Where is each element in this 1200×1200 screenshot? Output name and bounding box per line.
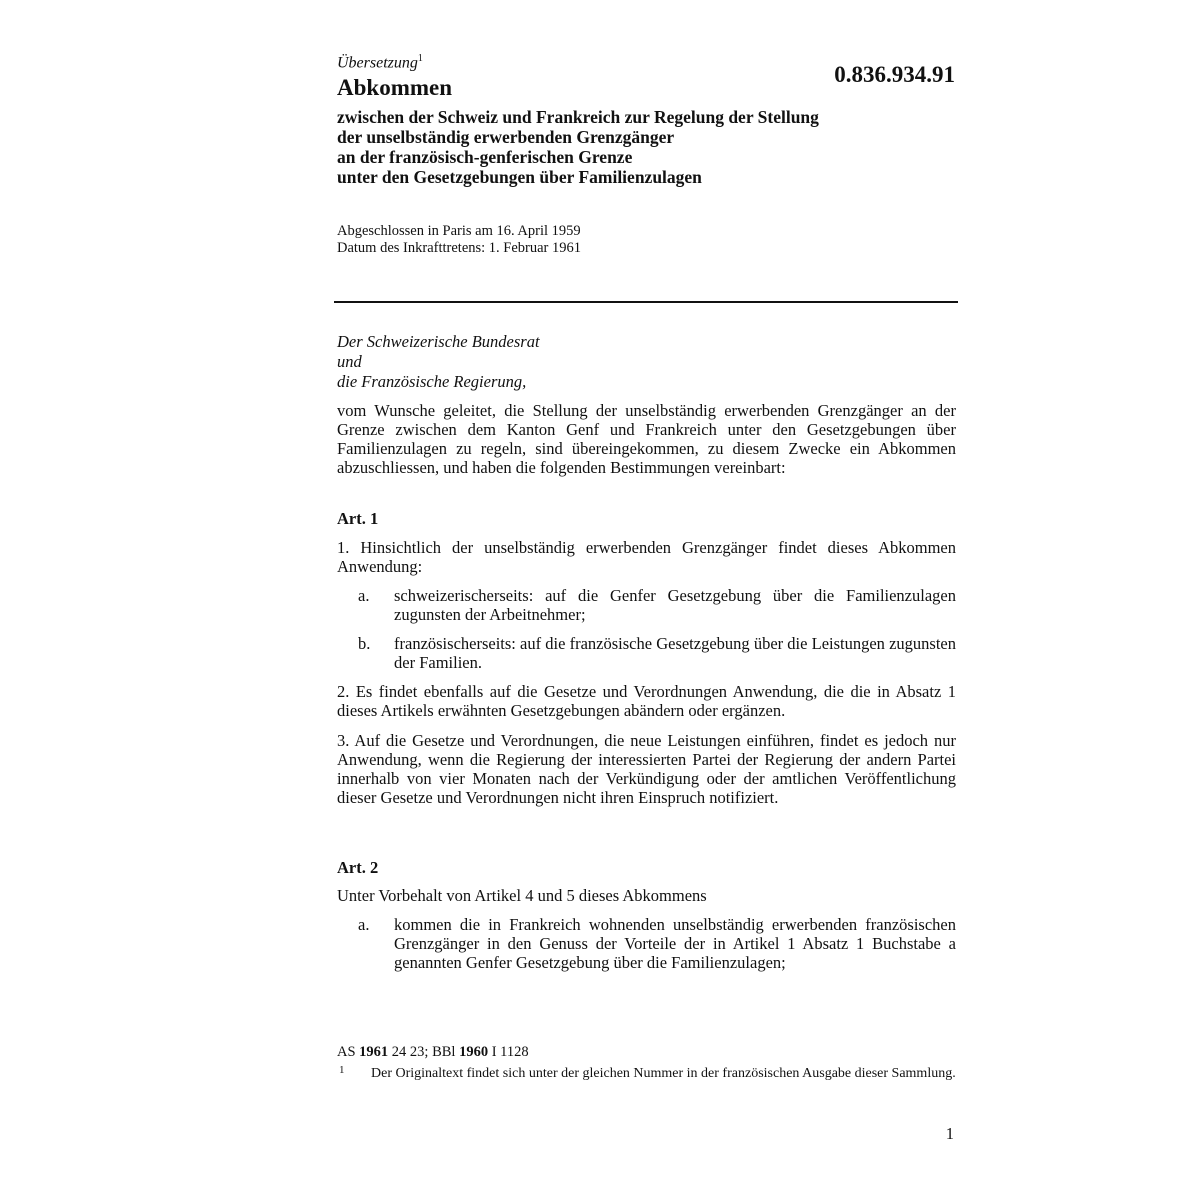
preamble-text: vom Wunsche geleitet, die Stellung der unselbständig erwerbenden Grenzgänger an der Grenze zwischen dem Kanton Genf und Frankreich unter den Gesetzgebungen über Familienzulagen zu regeln, sind übereingekommen, zu diesem Zwecke ein Abkommen abzuschliessen, und haben die folgenden Bestimmungen vereinbart: [337, 401, 956, 477]
article-1-paragraph-2: 2. Es findet ebenfalls auf die Gesetze und Verordnungen Anwendung, die die in Absatz 1 dieses Artikels erwähnten Gesetzgebungen abändern oder ergänzen. [337, 682, 956, 720]
article-2-item-a-label: a. [358, 915, 370, 934]
translation-label [337, 53, 423, 72]
sr-number: 0.836.934.91 [834, 62, 955, 87]
bbl-year: 1960 [459, 1044, 489, 1060]
article-2-intro: Unter Vorbehalt von Artikel 4 und 5 dieses Abkommens [337, 886, 707, 905]
header-divider [334, 301, 958, 303]
article-1-item-a-text: schweizerischerseits: auf die Genfer Gesetzgebung über die Familienzulagen zugunsten der Arbeitnehmer; [394, 586, 956, 624]
article-2-heading: Art. 2 [337, 858, 379, 877]
article-1-item-b-label: b. [358, 634, 371, 653]
document-subtitle [337, 107, 957, 187]
document-dates [337, 223, 581, 257]
official-reference [337, 1044, 529, 1061]
article-1-item-a-label: a. [358, 586, 370, 605]
concluded-date: Abgeschlossen in Paris am 16. April 1959 [337, 223, 581, 239]
official-prefix: AS [337, 1044, 356, 1060]
subtitle-line-1: zwischen der Schweiz und Frankreich zur Regelung der Stellung [337, 107, 819, 127]
party-conjunction: und [337, 352, 362, 371]
bbl-reference: I 1128 [491, 1044, 529, 1060]
preamble-parties [337, 332, 540, 392]
article-1-item-b-text: französischerseits: auf die französische Gesetzgebung über die Leistungen zugunsten der Familien. [394, 634, 956, 672]
party-2: die Französische Regierung, [337, 372, 527, 391]
subtitle-line-4: unter den Gesetzgebungen über Familienzulagen [337, 167, 702, 187]
translation-text: Übersetzung [337, 54, 418, 72]
translation-footnote-ref[interactable]: 1 [417, 53, 423, 64]
article-1-paragraph-3: 3. Auf die Gesetze und Verordnungen, die neue Leistungen einführen, findet es jedoch nur Anwendung, wenn die Regierung der interessierten Partei der Regierung der andern Partei innerhalb von vier Monaten nach der Verkündigung oder der amtlichen Veröffentlichung dieser Gesetze und Verordnungen nicht ihren Einspruch notifiziert. [337, 731, 956, 807]
subtitle-line-2: der unselbständig erwerbenden Grenzgänger [337, 127, 675, 147]
as-year: 1961 [359, 1044, 389, 1060]
entry-into-force-date: Datum des Inkrafttretens: 1. Februar 1961 [337, 240, 582, 256]
footnote-number: 1 [339, 1064, 345, 1076]
article-1-heading: Art. 1 [337, 509, 379, 528]
page-number: 1 [945, 1124, 954, 1143]
document-title: Abkommen [337, 75, 453, 100]
article-2-item-a-text: kommen die in Frankreich wohnenden unselbständig erwerbenden französischen Grenzgänger in den Genuss der Vorteile der in Artikel 1 Absatz 1 Buchstabe a genannten Genfer Gesetzgebung über die Familienzulagen; [394, 915, 956, 972]
article-1-paragraph-1: 1. Hinsichtlich der unselbständig erwerbenden Grenzgänger findet dieses Abkommen Anwendung: [337, 538, 956, 576]
as-reference: 24 23; BBl [391, 1044, 456, 1060]
party-1: Der Schweizerische Bundesrat [337, 332, 540, 351]
footnote-text: Der Originaltext findet sich unter der gleichen Nummer in der französischen Ausgabe dieser Sammlung. [371, 1066, 956, 1081]
subtitle-line-3: an der französisch-genferischen Grenze [337, 147, 633, 167]
